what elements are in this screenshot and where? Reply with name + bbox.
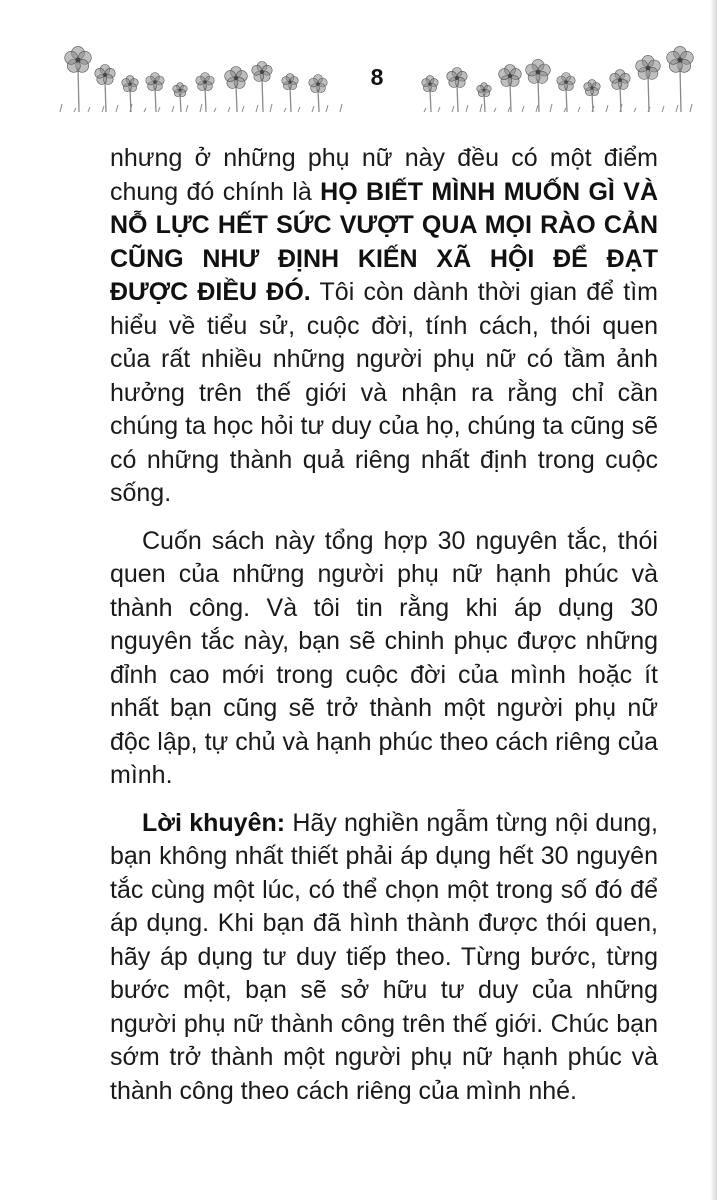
body-text	[110, 142, 658, 1122]
paragraph-1-lead: nhưng ở những phụ nữ này đều có một điểm chung đó chính là	[110, 144, 658, 206]
paragraph-1-emphasis: HỌ BIẾT MÌNH MUỐN GÌ VÀ NỖ LỰC HẾT SỨC VƯỢT QUA MỌI RÀO CẢN CŨNG NHƯ ĐỊNH KIẾN XÃ HỘI ĐỂ ĐẠT ĐƯỢC ĐIỀU ĐÓ.	[110, 177, 658, 306]
paragraph-1	[110, 142, 658, 511]
page-number: 8	[370, 64, 384, 90]
paragraph-2: Cuốn sách này tổng hợp 30 nguyên tắc, thói quen của những người phụ nữ hạnh phúc và thành công. Và tôi tin rằng khi áp dụng 30 nguyên tắc này, bạn sẽ chinh phục được những đỉnh cao mới trong cuộc đời của mình hoặc ít nhất bạn cũng sẽ trở thành một người phụ nữ độc lập, tự chủ và hạnh phúc theo cách riêng của mình.	[110, 526, 658, 789]
advice-text: Hãy nghiền ngẫm từng nội dung, bạn không nhất thiết phải áp dụng hết 30 nguyên tắc cùng một lúc, có thể chọn một trong số đó để áp dụng. Khi bạn đã hình thành được thói quen, hãy áp dụng tư duy tiếp theo. Từng bước, từng bước một, bạn sẽ sở hữu tư duy của những người phụ nữ thành công trên thế giới. Chúc bạn sớm trở thành một người phụ nữ hạnh phúc và thành công theo cách riêng của mình nhé.	[110, 808, 658, 1105]
page-edge-shadow	[710, 0, 717, 1200]
paragraph-3	[110, 807, 658, 1109]
page-header	[0, 20, 717, 115]
paragraph-1-rest: Tôi còn dành thời gian để tìm hiểu về tiểu sử, cuộc đời, tính cách, thói quen của rất nhiều những người phụ nữ có tầm ảnh hưởng trên thế giới và nhận ra rằng chỉ cần chúng ta học hỏi tư duy của họ, chúng ta cũng sẽ có những thành quả riêng nhất định trong cuộc sống.	[110, 278, 658, 507]
advice-label: Lời khuyên:	[142, 808, 286, 837]
